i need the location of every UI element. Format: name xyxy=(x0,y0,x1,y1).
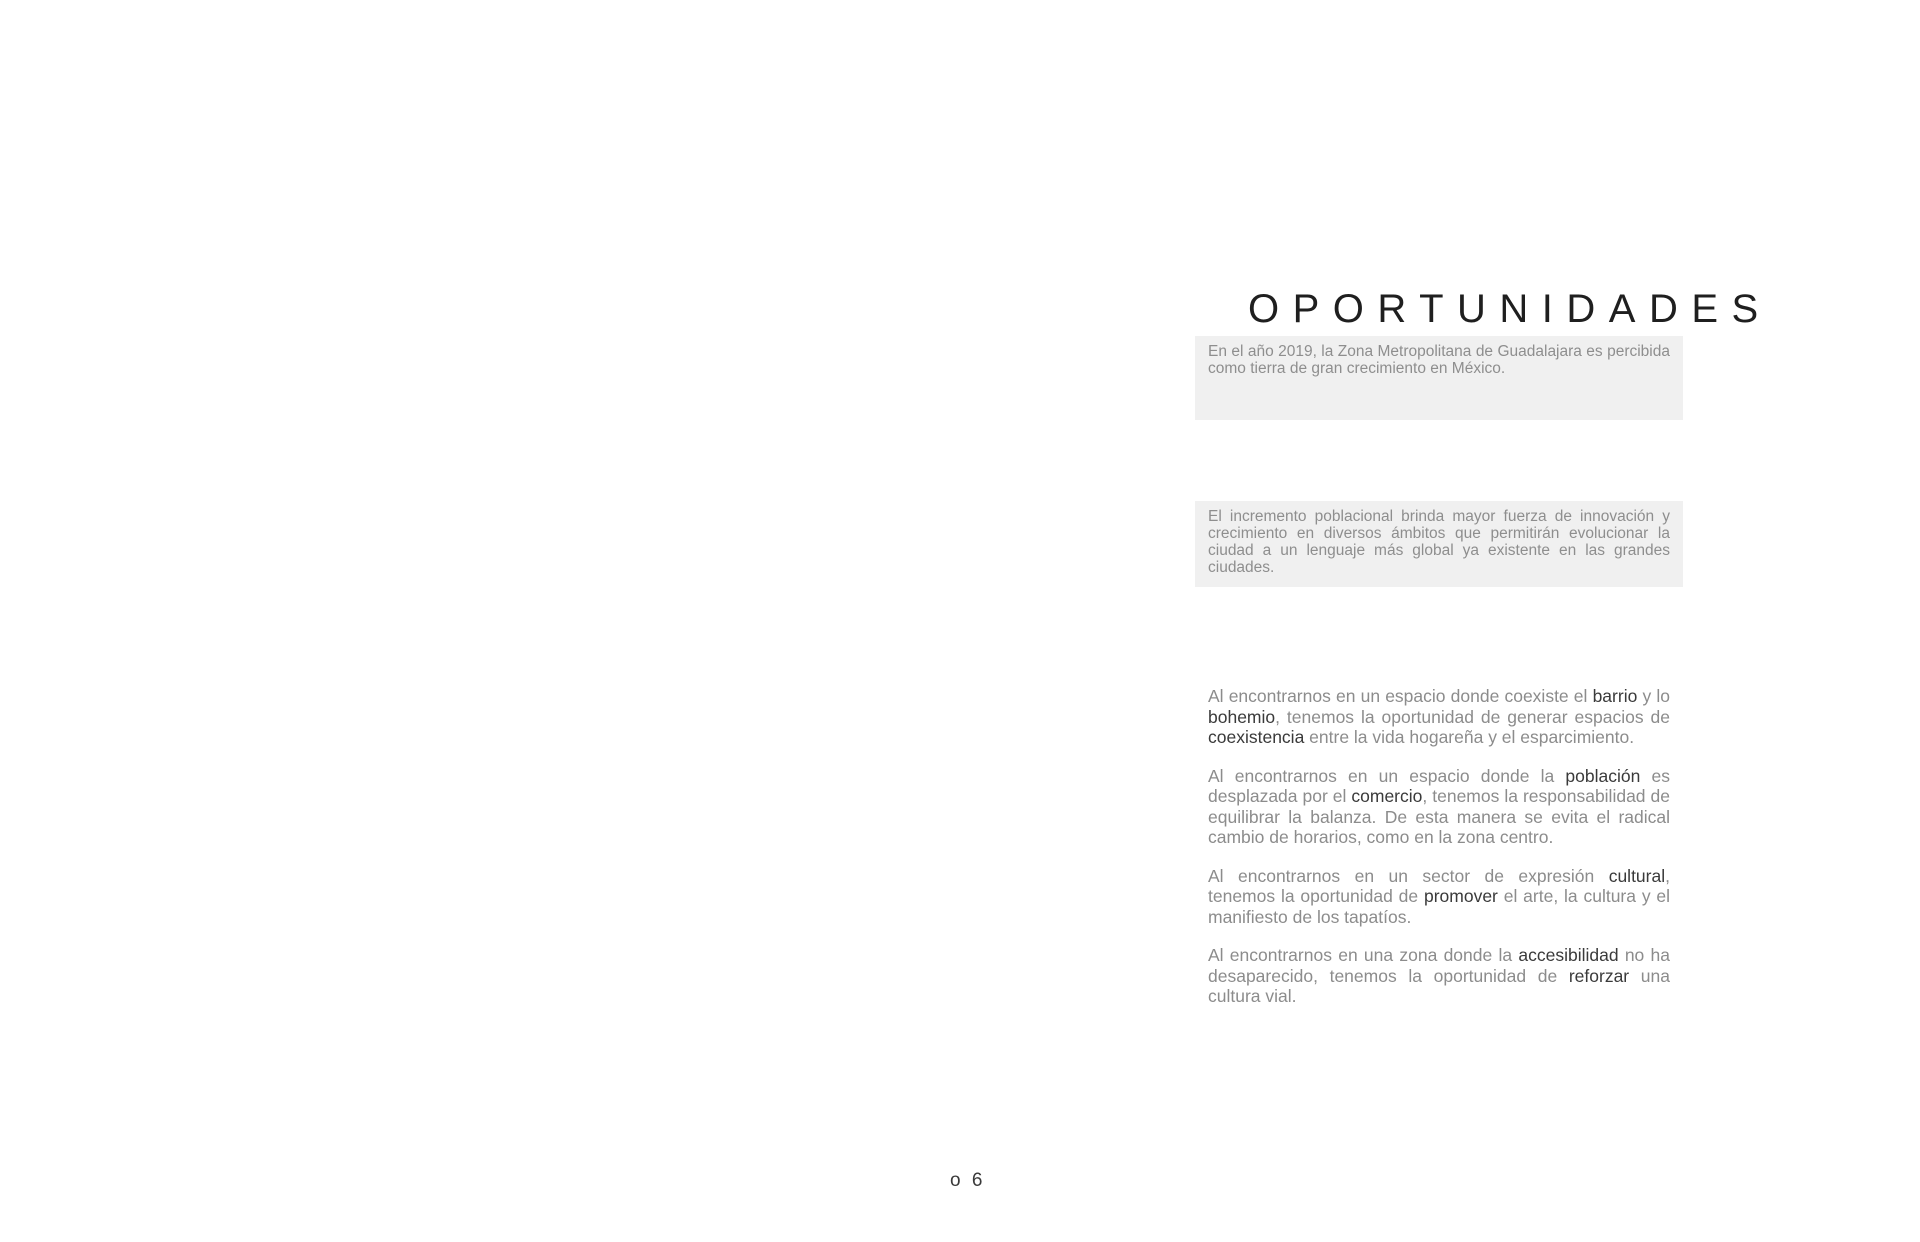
keyword: barrio xyxy=(1592,686,1638,706)
keyword: promover xyxy=(1423,886,1498,906)
opportunity-paragraph-cultural xyxy=(1208,866,1670,928)
growth-box-text: El incremento poblacional brinda mayor fuerza de innovación y crecimiento en diversos ámbitos que permitirán evolucionar la ciudad a un lenguaje más global ya existente en las grandes ciudades. xyxy=(1208,508,1670,576)
text-span: , tenemos la responsabilidad de equilibrar la balanza. De esta manera se evita el radical cambio de horarios, como en la zona centro. xyxy=(1208,786,1670,847)
intro-box-text: En el año 2019, la Zona Metropolitana de Guadalajara es percibida como tierra de gran crecimiento en México. xyxy=(1208,343,1670,377)
text-span: Al encontrarnos en un espacio donde la xyxy=(1208,765,1566,786)
text-span: , tenemos la oportunidad de generar espacios de xyxy=(1275,706,1670,727)
keyword: comercio xyxy=(1351,786,1423,806)
keyword: accesibilidad xyxy=(1518,945,1619,965)
text-span: Al encontrarnos en un sector de expresión xyxy=(1208,865,1609,886)
keyword: cultural xyxy=(1608,865,1666,886)
text-span: , tenemos la oportunidad de xyxy=(1208,865,1670,906)
text-span: una cultura vial. xyxy=(1208,965,1670,1006)
page-title: OPORTUNIDADES xyxy=(1248,286,1772,331)
text-span: Al encontrarnos en una zona donde la xyxy=(1208,945,1519,965)
opportunity-paragraph-poblacion xyxy=(1208,766,1670,848)
keyword: reforzar xyxy=(1568,965,1630,986)
intro-box xyxy=(1195,336,1683,420)
opportunities-list xyxy=(1208,686,1670,1025)
keyword: bohemio xyxy=(1208,706,1276,727)
text-span: no ha desaparecido, tenemos la oportunidad de xyxy=(1208,945,1670,986)
growth-box xyxy=(1195,501,1683,587)
opportunity-paragraph-accesibilidad xyxy=(1208,945,1670,1007)
opportunity-paragraph-barrio xyxy=(1208,686,1670,748)
text-span: es desplazada por el xyxy=(1208,765,1670,806)
page-number: o 6 xyxy=(950,1170,986,1191)
keyword: coexistencia xyxy=(1208,727,1305,747)
text-span: entre la vida hogareña y el esparcimiento. xyxy=(1304,727,1635,747)
keyword: población xyxy=(1565,765,1641,786)
text-span: Al encontrarnos en un espacio donde coexiste el xyxy=(1208,686,1593,706)
text-span: y lo xyxy=(1637,686,1670,706)
text-span: el arte, la cultura y el manifiesto de los tapatíos. xyxy=(1208,886,1671,927)
